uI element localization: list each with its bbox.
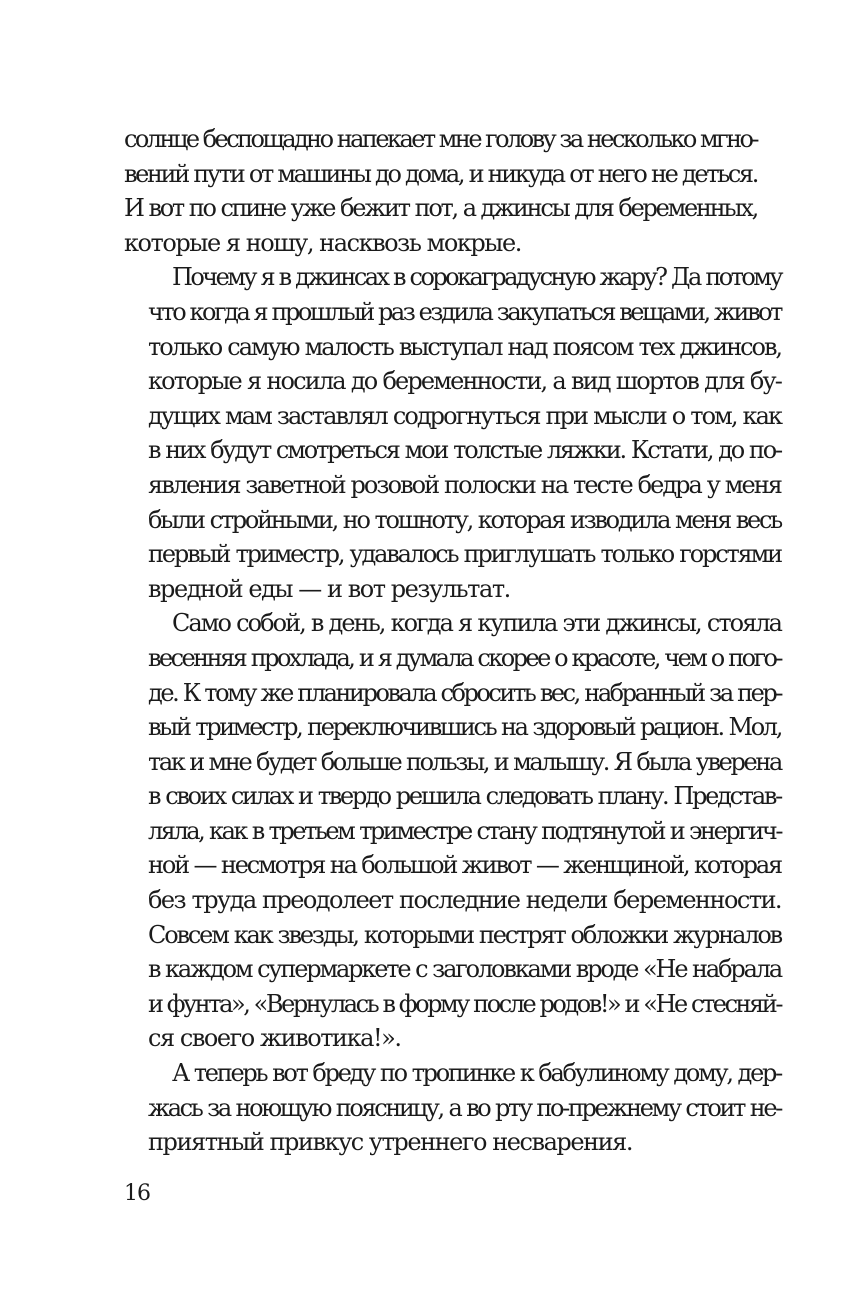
text-line: ся своего животика!». <box>148 1024 401 1053</box>
text-line: что когда я прошлый раз ездила закупаться вещами, живот <box>148 297 781 326</box>
paragraph-1 <box>124 122 757 260</box>
text-line: Совсем как звезды, которыми пестрят обложки журналов <box>148 920 781 949</box>
text-line: которые я носила до беременности, а вид шортов для бу- <box>148 367 781 396</box>
body-text <box>124 122 781 1160</box>
text-line: И вот по спине уже бежит пот, а джинсы для беременных, <box>124 194 757 223</box>
text-line: дущих мам заставлял содрогнуться при мысли о том, как <box>148 401 781 430</box>
text-line: без труда преодолеет последние недели беременности. <box>148 886 781 915</box>
text-line: первый триместр, удавалось приглушать только горстями <box>148 540 781 569</box>
text-line: де. К тому же планировала сбросить вес, набранный за пер- <box>148 678 781 707</box>
text-line: в них будут смотреться мои толстые ляжки. Кстати, до по- <box>148 436 781 465</box>
text-line: ляла, как в третьем триместре стану подтянутой и энергич- <box>148 816 781 845</box>
text-line: и фунта», «Вернулась в форму после родов!» и «Не стесняй- <box>148 989 781 1018</box>
text-line: А теперь вот бреду по тропинке к бабулиному дому, дер- <box>172 1059 781 1088</box>
text-line: вый триместр, переключившись на здоровый рацион. Мол, <box>148 713 781 742</box>
text-line: жась за ноющую поясницу, а во рту по-прежнему стоит не- <box>148 1093 781 1122</box>
text-line: вредной еды — и вот результат. <box>148 574 510 603</box>
text-line: были стройными, но тошноту, которая изводила меня весь <box>148 505 781 534</box>
text-line: которые я ношу, насквозь мокрые. <box>124 228 521 257</box>
paragraph-3 <box>124 606 781 1056</box>
text-line: весенняя прохлада, и я думала скорее о красоте, чем о пого- <box>148 643 781 672</box>
paragraph-4 <box>124 1056 781 1160</box>
paragraph-2 <box>124 260 781 606</box>
text-line: вений пути от машины до дома, и никуда от него не деться. <box>124 159 757 188</box>
text-line: Почему я в джинсах в сорокаградусную жару? Да потому <box>172 263 781 292</box>
text-line: так и мне будет больше пользы, и малышу. Я была уверена <box>148 747 781 776</box>
text-line: в своих силах и твердо решила следовать плану. Представ- <box>148 782 781 811</box>
text-line: солнце беспощадно напекает мне голову за несколько мгно- <box>124 125 757 153</box>
text-line: явления заветной розовой полоски на тесте бедра у меня <box>148 470 781 499</box>
page-number: 16 <box>124 1181 150 1206</box>
text-line: Само собой, в день, когда я купила эти джинсы, стояла <box>172 609 781 638</box>
text-line: приятный привкус утреннего несварения. <box>148 1128 633 1157</box>
text-line: только самую малость выступал над поясом тех джинсов, <box>148 332 781 361</box>
text-line: в каждом супермаркете с заголовками вроде «Не набрала <box>148 955 781 984</box>
text-line: ной — несмотря на большой живот — женщиной, которая <box>148 851 781 880</box>
